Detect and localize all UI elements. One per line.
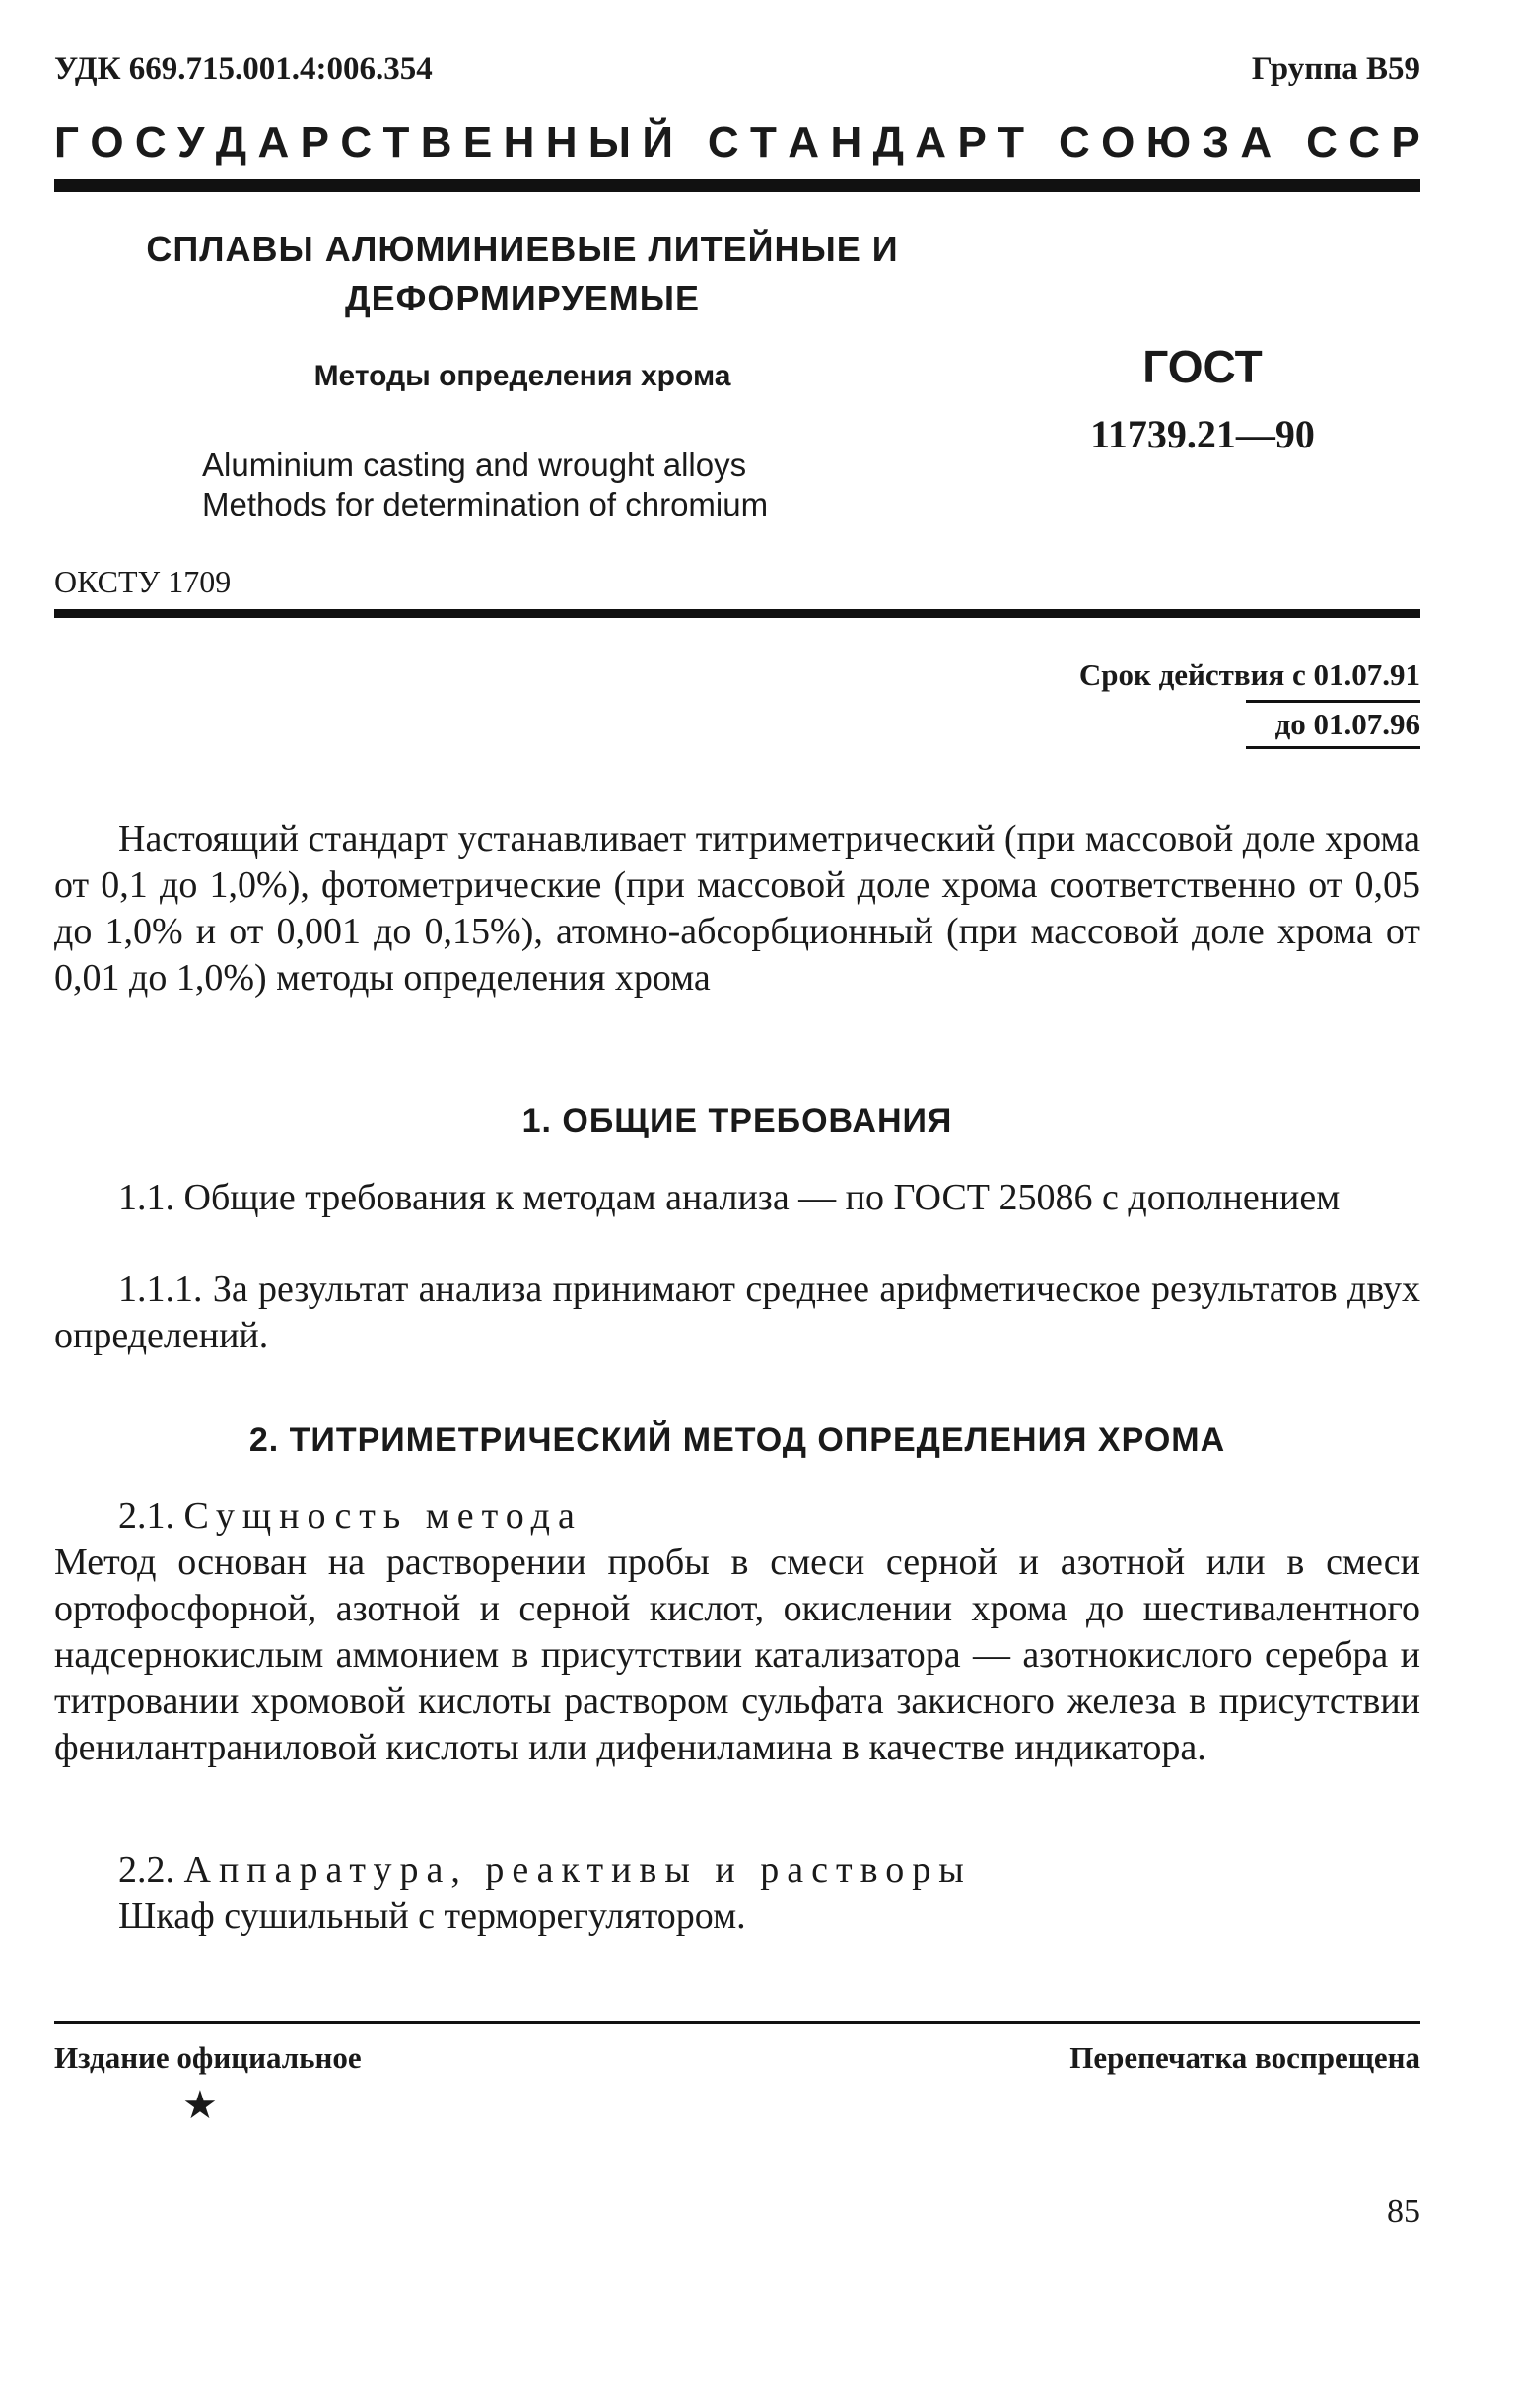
header-rule [54, 179, 1420, 192]
page-number: 85 [1387, 2193, 1420, 2230]
clause-1-1-text: 1.1. Общие требования к методам анализа — по ГОСТ 25086 с дополнением [118, 1177, 1341, 1218]
clause-2-2-heading [54, 1847, 1420, 1893]
document-title [128, 225, 917, 323]
banner-letter: С [340, 118, 373, 167]
banner-letter: О [90, 118, 124, 167]
footer-rule [54, 2021, 1420, 2024]
banner-letter: Г [54, 118, 79, 167]
gost-label: ГОСТ [1142, 341, 1263, 392]
title-line-1: СПЛАВЫ АЛЮМИНИЕВЫЕ ЛИТЕЙНЫЕ И [146, 229, 899, 269]
banner-letter: Ы [587, 118, 631, 167]
english-title [202, 446, 991, 524]
banner-letter: Т [750, 118, 777, 167]
title-rule [54, 609, 1420, 618]
banner-letter: В [420, 118, 452, 167]
gost-number: 11739.21—90 [1090, 412, 1315, 456]
banner-letter: Ю [1145, 118, 1192, 167]
banner-letter: Р [1391, 118, 1420, 167]
validity-period [1079, 651, 1420, 749]
clause-2-2-body: Шкаф сушильный с терморегулятором. [118, 1895, 746, 1937]
banner-letter: С [707, 118, 739, 167]
banner-letter: А [788, 118, 820, 167]
state-standard-banner [54, 118, 1420, 168]
banner-letter: Т [382, 118, 410, 167]
banner-letter: А [1240, 118, 1273, 167]
star-icon: ★ [182, 2083, 218, 2127]
banner-letter: З [1202, 118, 1230, 167]
document-subtitle: Методы определения хрома [313, 360, 731, 392]
banner-letter: Н [503, 118, 535, 167]
reprint-prohibited-label: Перепечатка воспрещена [1069, 2040, 1420, 2075]
validity-to: до 01.07.96 [1246, 700, 1420, 749]
banner-letter: Н [830, 118, 862, 167]
banner-letter: У [177, 118, 205, 167]
clause-2-1-text: Метод основан на растворении пробы в смеси серной и азотной или в смеси ортофосфорной, азотной и серной кислот, окислении хрома до шестивалентного надсернокислым аммонием в присутствии катализатора — азотнокислого серебра и титровании хромовой кислоты раствором сульфата закисного железа в присутствии фенилантраниловой кислоты или дифениламина в качестве индикатора. [54, 1542, 1420, 1768]
banner-letter: С [1306, 118, 1338, 167]
clause-2-2-title: Аппаратура, реактивы и растворы [183, 1849, 972, 1891]
banner-letter: Е [462, 118, 493, 167]
official-edition-label: Издание официальное [54, 2040, 362, 2075]
banner-letter [1283, 118, 1295, 168]
banner-letter: Н [545, 118, 578, 167]
okstu-code: ОКСТУ 1709 [54, 564, 232, 599]
english-title-line-1: Aluminium casting and wrought alloys [202, 447, 747, 483]
banner-letter: А [257, 118, 290, 167]
section-2-heading: 2. ТИТРИМЕТРИЧЕСКИЙ МЕТОД ОПРЕДЕЛЕНИЯ ХРОМА [248, 1421, 1226, 1459]
banner-letter: Р [300, 118, 329, 167]
group-code: Группа В59 [1251, 51, 1420, 87]
banner-letter: Р [957, 118, 987, 167]
english-title-line-2: Methods for determination of chromium [202, 486, 769, 522]
banner-letter [1035, 118, 1047, 168]
clause-2-2-text [54, 1893, 1420, 1940]
banner-letter: О [1101, 118, 1136, 167]
title-line-2: ДЕФОРМИРУЕМЫЕ [345, 278, 700, 318]
clause-2-1-title: Сущность метода [183, 1495, 583, 1537]
clause-1-1 [54, 1175, 1420, 1221]
clause-2-2-number: 2.2. [118, 1849, 174, 1891]
clause-1-1-1 [54, 1267, 1420, 1359]
banner-letter: Д [215, 118, 247, 167]
banner-letter [684, 118, 696, 168]
intro-text: Настоящий стандарт устанавливает титриметрический (при массовой доле хрома от 0,1 до 1,0%), фотометрические (при массовой доле хрома соответственно от 0,05 до 1,0% и от 0,001 до 0,15%), атомно-абсорбционный (при массовой доле хрома от 0,01 до 1,0%) методы определения хрома [54, 818, 1420, 998]
clause-2-1-number: 2.1. [118, 1495, 174, 1537]
clause-2-1-heading [54, 1493, 1420, 1540]
gost-designation [1069, 340, 1336, 457]
section-1-heading: 1. ОБЩИЕ ТРЕБОВАНИЯ [521, 1102, 953, 1139]
banner-letter: Й [642, 118, 673, 167]
banner-letter: Д [872, 118, 904, 167]
banner-letter: С [1348, 118, 1381, 167]
validity-from: Срок действия с 01.07.91 [1078, 657, 1420, 692]
banner-letter: С [134, 118, 167, 167]
banner-letter: А [915, 118, 947, 167]
banner-letter: Т [998, 118, 1025, 167]
intro-paragraph [54, 816, 1420, 1001]
banner-letter: С [1059, 118, 1090, 167]
clause-1-1-1-text: 1.1.1. За результат анализа принимают среднее арифметическое результатов двух определений. [54, 1269, 1420, 1356]
udk-code: УДК 669.715.001.4:006.354 [54, 51, 433, 87]
